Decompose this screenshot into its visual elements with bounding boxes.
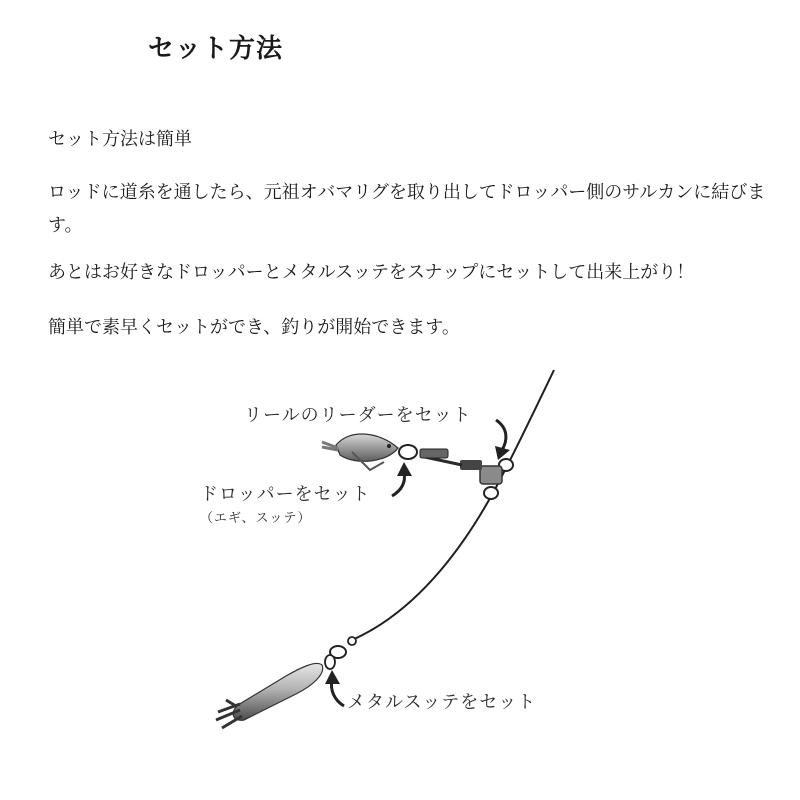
label-dropper-sub: （エギ、スッテ） (200, 511, 312, 526)
intro-paragraph: セット方法は簡単 (48, 129, 192, 150)
lower-snap-icon (325, 637, 356, 669)
instruction-paragraph-1: ロッドに道糸を通したら、元祖オバマリグを取り出してドロッパー側のサルカンに結びます。 (48, 182, 766, 236)
arrow-metal-head-icon (325, 670, 340, 684)
closing-paragraph: 簡単で素早くセットができ、釣りが開始できます。 (48, 317, 460, 338)
arrow-leader-icon (496, 420, 506, 450)
three-way-swivel-icon (399, 445, 502, 484)
arrow-dropper-head-icon (397, 462, 412, 476)
instruction-paragraph-2: あとはお好きなドロッパーとメタルスッテをスナップにセットして出来上がり！ (48, 262, 695, 283)
metal-sutte-icon (216, 663, 323, 728)
label-leader: リールのリーダーをセット (244, 405, 472, 426)
egi-lure-icon (322, 434, 398, 470)
rig-setup-diagram (0, 350, 800, 770)
label-dropper: ドロッパーをセット (200, 484, 371, 505)
arrow-leader-head-icon (495, 446, 510, 460)
label-metal-sutte: メタルスッテをセット (347, 692, 537, 713)
page-title: セット方法 (148, 34, 284, 64)
